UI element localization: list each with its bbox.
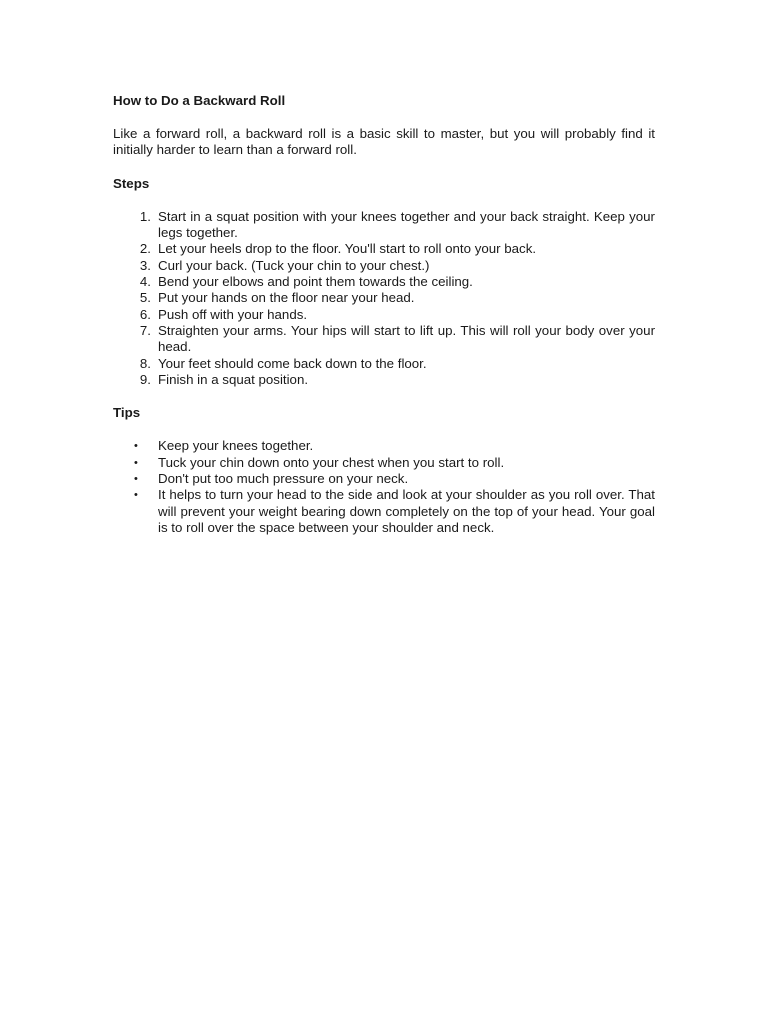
step-item (113, 356, 655, 372)
step-text: Put your hands on the floor near your head. (158, 290, 415, 306)
step-item (113, 274, 655, 290)
bullet-icon: • (134, 456, 138, 469)
document-page (113, 93, 655, 536)
bullet-icon: • (134, 473, 138, 486)
step-text: Bend your elbows and point them towards the ceiling. (158, 274, 473, 290)
tips-heading: Tips (113, 405, 141, 421)
tip-text: It helps to turn your head to the side and look at your shoulder as you roll over. That will prevent your weight bearing down completely on the top of your head. Your goal is to roll over the space between your shoulder and neck. (158, 487, 655, 535)
step-item (113, 258, 655, 274)
step-text: Straighten your arms. Your hips will start to lift up. This will roll your body over your head. (158, 322, 655, 355)
step-text: Curl your back. (Tuck your chin to your chest.) (158, 257, 430, 273)
step-number: 3. (139, 257, 151, 273)
tip-item (113, 487, 655, 536)
step-item (113, 241, 655, 257)
bullet-icon: • (134, 440, 138, 453)
step-number: 8. (139, 355, 151, 371)
intro-paragraph: Like a forward roll, a backward roll is a basic skill to master, but you will probably find it initially harder to learn than a forward roll. (113, 126, 655, 158)
bullet-icon: • (134, 489, 138, 502)
step-number: 5. (139, 290, 151, 306)
tip-text: Tuck your chin down onto your chest when you start to roll. (158, 454, 505, 470)
step-number: 7. (139, 322, 151, 338)
step-text: Let your heels drop to the floor. You'll start to roll onto your back. (158, 241, 537, 257)
step-item (113, 323, 655, 356)
step-text: Your feet should come back down to the floor. (158, 355, 427, 371)
tip-item (113, 438, 655, 454)
step-text: Finish in a squat position. (158, 371, 309, 387)
document-title: How to Do a Backward Roll (113, 93, 286, 108)
steps-list (113, 209, 655, 388)
steps-heading: Steps (113, 175, 150, 191)
step-number: 6. (139, 306, 151, 322)
tip-text: Don't put too much pressure on your neck. (158, 471, 409, 487)
tips-list (113, 438, 655, 536)
tip-text: Keep your knees together. (158, 438, 314, 454)
step-text: Push off with your hands. (158, 306, 308, 322)
step-item (113, 209, 655, 242)
step-item (113, 372, 655, 388)
step-number: 2. (139, 241, 151, 257)
step-number: 4. (139, 274, 151, 290)
step-number: 1. (139, 208, 151, 224)
step-item (113, 290, 655, 306)
tip-item (113, 455, 655, 471)
step-text: Start in a squat position with your knees together and your back straight. Keep your legs together. (158, 208, 655, 241)
tip-item (113, 471, 655, 487)
step-item (113, 307, 655, 323)
step-number: 9. (139, 371, 151, 387)
